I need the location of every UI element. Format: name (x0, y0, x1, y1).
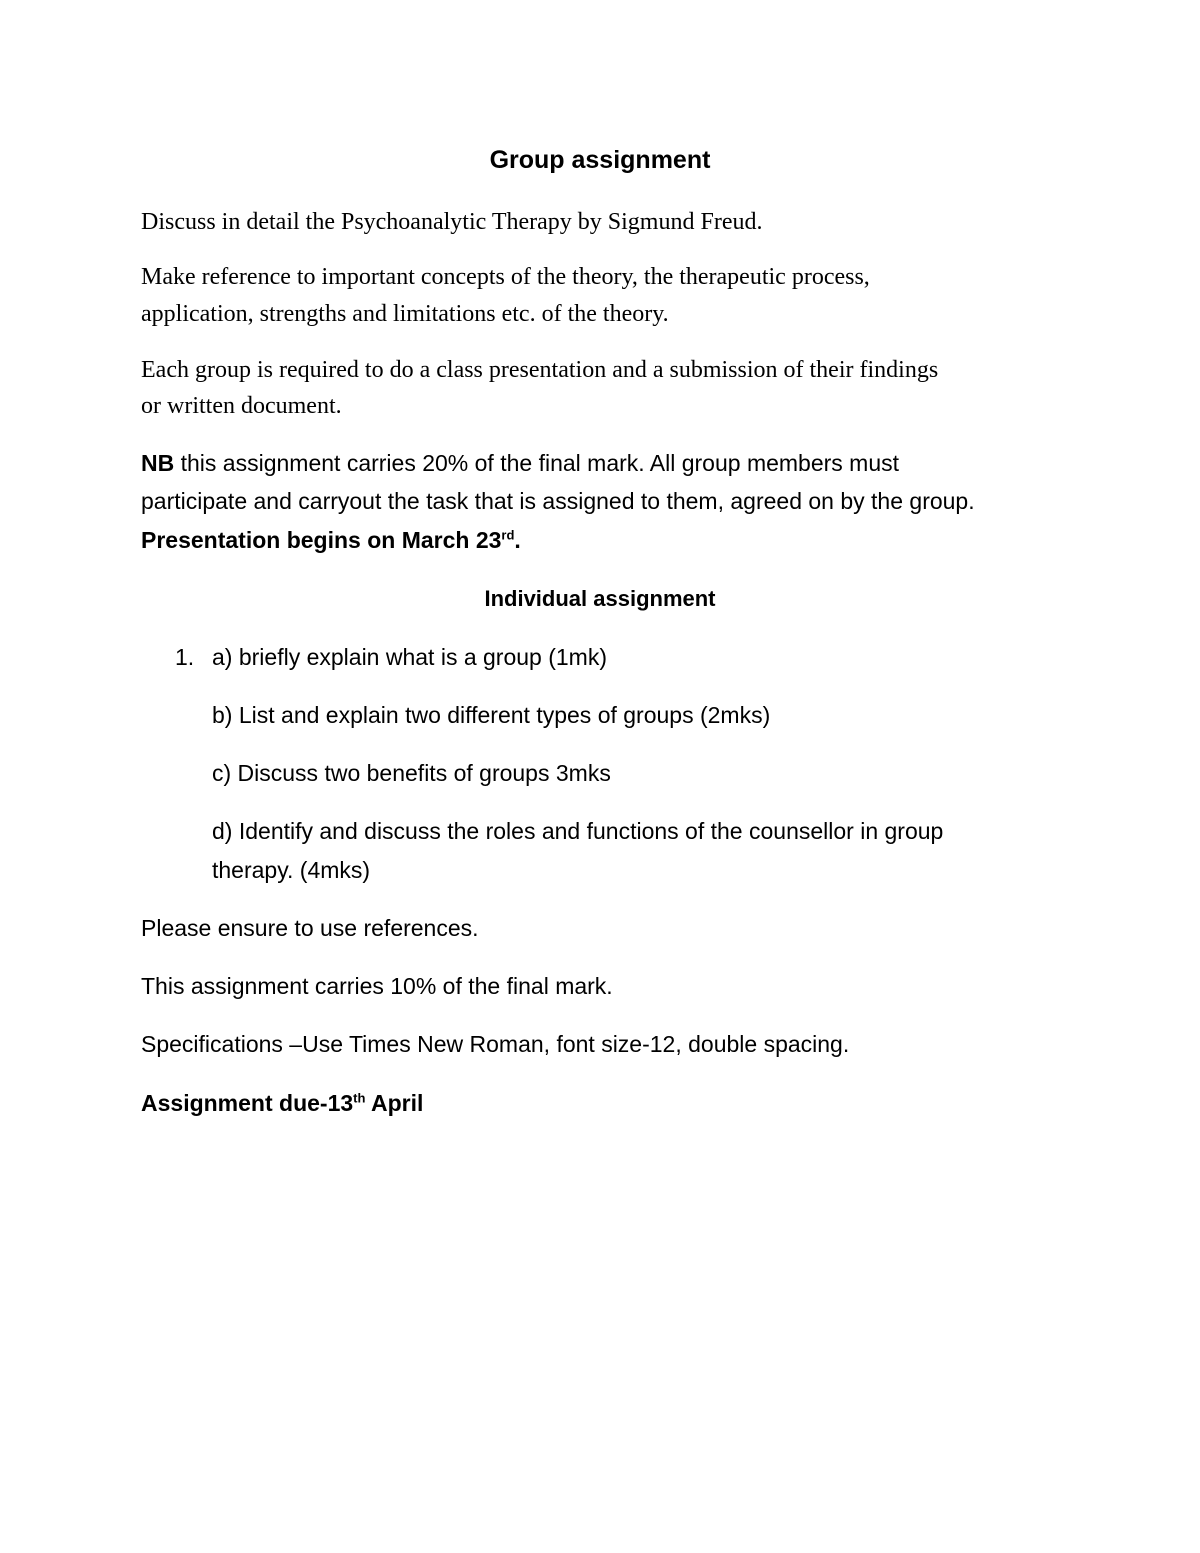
presentation-date (141, 527, 521, 554)
presentation-date-suffix: rd (501, 527, 515, 543)
references-note: Please ensure to use references. (141, 915, 479, 941)
nb-text: this assignment carries 20% of the final mark. All group members must (174, 450, 900, 476)
presentation-date-text: Presentation begins on March 23 (141, 527, 502, 553)
nb-paragraph-line-1 (141, 450, 899, 477)
reference-paragraph-line-1: Make reference to important concepts of the theory, the therapeutic process, (141, 264, 870, 290)
discuss-paragraph: Discuss in detail the Psychoanalytic Therapy by Sigmund Freud. (141, 209, 763, 235)
question-a: a) briefly explain what is a group (1mk) (212, 644, 607, 670)
marks-note: This assignment carries 10% of the final mark. (141, 973, 613, 999)
due-date (141, 1090, 423, 1117)
question-d-line-2: therapy. (4mks) (212, 857, 371, 883)
question-d-line-1: d) Identify and discuss the roles and functions of the counsellor in group (212, 818, 944, 844)
specifications-note: Specifications –Use Times New Roman, font size-12, double spacing. (141, 1031, 850, 1057)
due-date-end: April (365, 1090, 424, 1116)
question-number: 1. (175, 644, 195, 670)
question-c: c) Discuss two benefits of groups 3mks (212, 760, 611, 786)
group-assignment-title: Group assignment (489, 146, 711, 174)
reference-paragraph-line-2: application, strengths and limitations etc. of the theory. (141, 301, 669, 327)
question-b: b) List and explain two different types of groups (2mks) (212, 702, 771, 728)
individual-assignment-title: Individual assignment (484, 586, 716, 611)
due-date-suffix: th (353, 1090, 366, 1106)
nb-paragraph-line-2: participate and carryout the task that is assigned to them, agreed on by the group. (141, 488, 975, 514)
requirement-paragraph-line-2: or written document. (141, 393, 342, 419)
requirement-paragraph-line-1: Each group is required to do a class presentation and a submission of their findings (141, 357, 939, 383)
due-date-text: Assignment due-13 (141, 1090, 354, 1116)
nb-label: NB (141, 450, 175, 476)
presentation-date-end: . (514, 527, 521, 553)
